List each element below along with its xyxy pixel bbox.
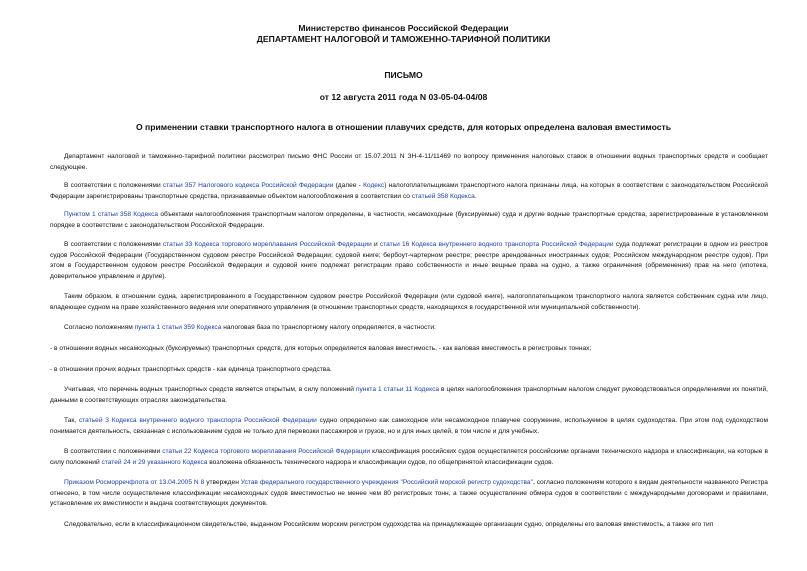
paragraph-1: Департамент налоговой и таможенно-тарифной политики рассмотрел письмо ФНС России от 15.07.2011 N ЗН-4-11/11469 по вопросу применения налоговых ставок в отношении водных транспортных средств и сообщает следующее. (50, 153, 768, 171)
paragraph-3 (50, 210, 768, 231)
paragraph-9-text: в целях налогообложения транспортным налогом следует руководствоваться определениями их понятий, данными в соответствующих отраслях законодательства. (50, 386, 768, 404)
link-article-11-p1[interactable]: пункта 1 статьи 11 Кодекса (355, 386, 440, 393)
link-article-359-p1[interactable]: пункта 1 статьи 359 Кодекса (134, 324, 222, 331)
paragraph-12-text: , согласно положениям которого к видам деятельности названного Регистра отнесено, в том числе осуществление классификации несамоходных судов вместимостью не менее чем 80 регистровых тонн, а также осуществление обмера судов в соответствии с международными договорами и правилами, установление их вместимости и выдача соответствующих документов. (50, 479, 768, 508)
link-order-rosmorrechflot[interactable]: Приказом Росморречфлота от 13.04.2005 N 8 (64, 479, 205, 486)
ministry-title: Министерство финансов Российской Федерации (298, 23, 509, 33)
link-kvvt-article-3[interactable]: статьей 3 Кодекса внутреннего водного транспорта Российской Федерации (78, 417, 317, 424)
paragraph-6-text: Согласно положениям (64, 324, 133, 331)
paragraph-11-text: классификация российских судов осуществляется российскими органами технического надзора и классификации, на которые в силу положений (50, 448, 768, 466)
paragraph-10 (50, 416, 768, 437)
paragraph-11-text: возложена обязанность технического надзора и классификации судов, по общепринятой классификации судов. (209, 458, 554, 466)
paragraph-4-text: и (374, 241, 378, 248)
paragraph-12 (50, 478, 768, 510)
paragraph-13: Следовательно, если в классификационном свидетельстве, выданном Российским морским регистром судоходства на принадлежащее организации судно, определены его валовая вместимость, а также его тип (64, 521, 714, 528)
link-ktm-article-22[interactable]: статьи 22 Кодекса торгового мореплавания Российской Федерации (162, 448, 371, 455)
paragraph-2-text: (далее - (335, 182, 361, 189)
document-type: ПИСЬМО (384, 70, 423, 80)
link-kvvt-article-16[interactable]: статьи 16 Кодекса внутреннего водного транспорта Российской Федерации (379, 241, 614, 248)
paragraph-8: - в отношении прочих водных транспортных средств - как единица транспортного средства. (50, 366, 332, 373)
link-ktm-article-33[interactable]: статьи 33 Кодекса торгового мореплавания Российской Федерации (162, 241, 372, 248)
link-ktm-articles-24-29[interactable]: статей 24 и 29 указанного Кодекса (101, 458, 208, 466)
paragraph-4-text: В соответствии с положениями (64, 241, 161, 248)
paragraph-2-text: ) налогоплательщиками транспортного налога признаны лица, на которых в соответствии с законодательством Российской Федерации зарегистрированы транспортные средства, признаваемые объектом налогообложения в соответствии со (50, 182, 768, 200)
paragraph-4-text: суда подлежат регистрации в одном из реестров судов Российской Федерации (Государственном судовом реестре Российской Федерации; судовой книге; бербоут-чартерном реестре; реестре арендованных иностранных судов; Российском международном реестре судов). При этом в Государственном судовом реестре Российской Федерации и судовой книге подлежат регистрации право собственности и иные вещные права на судно, а также ограничения (обременения) прав на него (ипотека, доверительное управление и другие). (50, 241, 768, 280)
document-date-number: от 12 августа 2011 года N 03-05-04-04/08 (319, 92, 488, 102)
paragraph-9-text: Учитывая, что перечень водных транспортных средств является открытым, в силу положений (64, 386, 354, 393)
paragraph-12-text: утвержден (206, 479, 239, 486)
link-code[interactable]: Кодекс (363, 182, 385, 189)
document-subject: О применении ставки транспортного налога в отношении плавучих средств, для которых определена валовая вместимость (135, 122, 672, 132)
link-article-358-p1[interactable]: Пунктом 1 статьи 358 Кодекса (64, 211, 159, 218)
link-register-charter[interactable]: Устав федерального государственного учреждения "Российский морской регистр судоходства" (240, 479, 533, 486)
link-article-358[interactable]: статьей 358 Кодекса (411, 192, 475, 200)
paragraph-2-text: . (474, 192, 477, 200)
paragraph-2-text: В соответствии с положениями (64, 182, 161, 189)
link-article-357[interactable]: статьи 357 Налогового кодекса Российской Федерации (162, 182, 334, 189)
paragraph-3-text: объектами налогообложения транспортным налогом определены, в частности, несамоходные (буксируемые) суда и другие водные транспортные средства, зарегистрированные в установленном порядке в соответствии с законодательством Российской Федерации. (50, 211, 768, 229)
department-title: ДЕПАРТАМЕНТ НАЛОГОВОЙ И ТАМОЖЕННО-ТАРИФНОЙ ПОЛИТИКИ (256, 34, 551, 44)
paragraph-2 (50, 181, 768, 202)
paragraph-10-text: судно определено как самоходное или несамоходное плавучее сооружение, используемое в целях судоходства. При этом под судоходством понимается деятельность, связанная с использованием судов не только для перевозки пассажиров и грузов, но и для иных целей, в том числе и для учебных. (50, 417, 769, 435)
paragraph-5: Таким образом, в отношении судна, зарегистрированного в Государственном судовом реестре Российской Федерации (или судовой книге), налогоплательщиком транспортного налога является собственник судна или лицо, владеющее судном на праве хозяйственного ведения или оперативного управления (в отношении транспортных средств, находящихся в государственной или муниципальной собственности). (50, 293, 768, 311)
paragraph-4 (50, 240, 768, 282)
paragraph-6 (50, 323, 768, 334)
paragraph-11-text: В соответствии с положениями (64, 448, 161, 455)
paragraph-10-text: Так, (64, 417, 77, 424)
paragraph-7: - в отношении водных несамоходных (буксируемых) транспортных средств, для которых определяется валовая вместимость, - как валовая вместимость в регистровых тоннах; (50, 345, 592, 352)
paragraph-9 (50, 385, 768, 406)
paragraph-6-text: налоговая база по транспортному налогу определяется, в частности: (223, 324, 436, 331)
paragraph-11 (50, 447, 768, 468)
